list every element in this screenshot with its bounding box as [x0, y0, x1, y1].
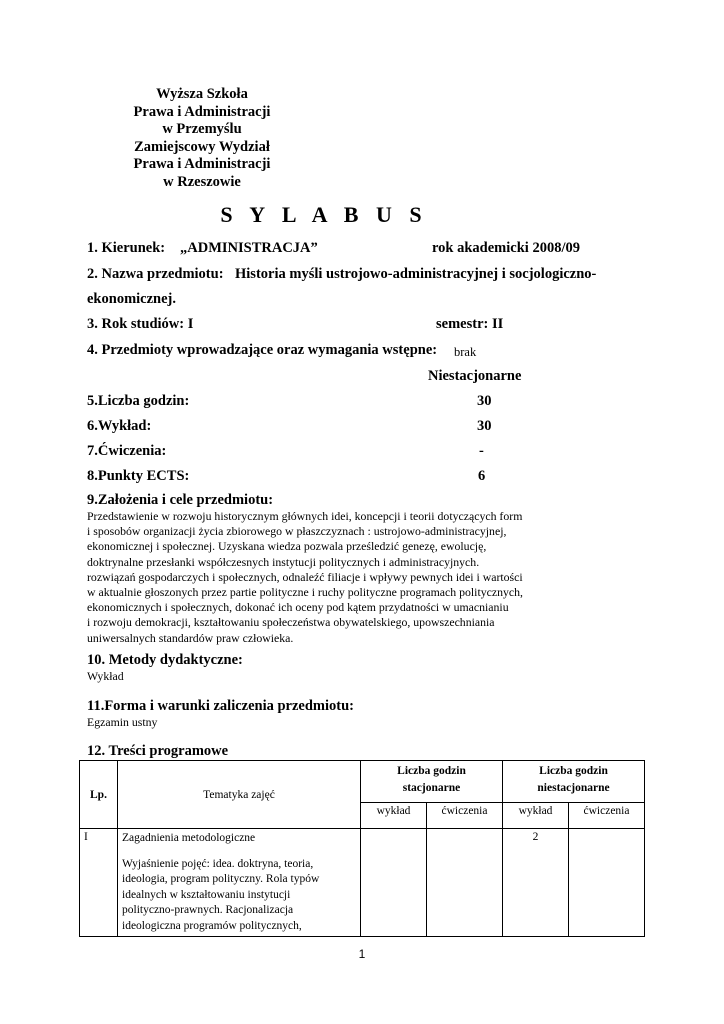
group-niestacjonarne-header [503, 761, 645, 803]
col-tematyka-header: Tematyka zajęć [118, 761, 361, 829]
zalozenia-line: rozwiązań gospodarczych i społecznych, odnaleźć filiacje i wpływy pewnych idei i wartości [87, 569, 523, 584]
niestac-wyklad-header: wykład [503, 803, 569, 829]
zalozenia-heading: 9.Założenia i cele przedmiotu: [87, 492, 274, 508]
tresci-heading: 12. Treści programowe [87, 743, 229, 759]
zalozenia-text [87, 509, 607, 646]
ects-label: 8.Punkty ECTS: [87, 468, 190, 484]
stac-cwiczenia-header: ćwiczenia [427, 803, 503, 829]
institution-line: Prawa i Administracji [133, 156, 271, 172]
table-header-row [80, 761, 645, 803]
institution-line: Prawa i Administracji [133, 103, 271, 120]
institution-line: w Rzeszowie [163, 173, 241, 190]
przedmioty-label: 4. Przedmioty wprowadzające oraz wymagania wstępne: [87, 342, 438, 358]
nazwa-label: 2. Nazwa przedmiotu: [87, 266, 224, 282]
zalozenia-line: doktrynalne przesłanki współczesnych instytucji politycznych i administracyjnych. [87, 554, 480, 569]
row-stac-cwiczenia [427, 829, 503, 937]
group-niestac-line2: niestacjonarne [537, 782, 610, 794]
row-niestac-cwiczenia [569, 829, 645, 937]
row-desc-line: polityczno-prawnych. Racjonalizacja [122, 904, 294, 916]
row-title: Zagadnienia metodologiczne [122, 832, 256, 844]
cwiczenia-label: 7.Ćwiczenia: [87, 443, 167, 459]
program-table [79, 760, 645, 937]
row-desc-line: Wyjaśnienie pojęć: idea. doktryna, teoria, [122, 857, 314, 870]
wyklad-value: 30 [477, 418, 492, 434]
institution-line: Wyższa Szkoła [156, 86, 248, 102]
liczba-godzin-value: 30 [477, 393, 492, 409]
row-niestac-wyklad: 2 [503, 829, 569, 937]
zalozenia-line: ekonomicznej i społecznej. Uzyskana wiedza pozwala prześledzić genezę, ewolucję, [87, 539, 487, 554]
kierunek-label: 1. Kierunek: [87, 240, 166, 256]
zalozenia-line: ekonomicznych i społecznych, dokonać ich oceny pod kątem przydatności w umacnianiu [87, 600, 509, 615]
zalozenia-line: i rozwoju demokracji, kształtowaniu społeczeństwa obywatelskiego, upowszechniania [87, 615, 495, 630]
col-lp-header: Lp. [80, 761, 118, 829]
cwiczenia-value: - [479, 443, 484, 459]
kierunek-value: „ADMINISTRACJA” [180, 240, 318, 256]
row-lp: I [80, 829, 118, 937]
row-desc-line: ideologia, program polityczny. Rola typów [122, 873, 320, 885]
row-desc-line: ideologiczna programów politycznych, [122, 919, 302, 932]
ects-value: 6 [478, 468, 486, 484]
semestr: semestr: II [436, 316, 504, 332]
metody-value: Wykład [87, 669, 124, 683]
institution-line: w Przemyślu [162, 121, 242, 137]
rok-studiow: 3. Rok studiów: I [87, 316, 194, 332]
zalozenia-line: Przedstawienie w rozwoju historycznym głównych idei, koncepcji i teorii dotyczących form [87, 509, 523, 523]
stac-wyklad-header: wykład [361, 803, 427, 829]
liczba-godzin-label: 5.Liczba godzin: [87, 393, 190, 409]
nazwa-value-line1: Historia myśli ustrojowo-administracyjnej i socjologiczno- [235, 266, 597, 282]
group-niestac-line1: Liczba godzin [539, 765, 608, 777]
niestacjonarne-header: Niestacjonarne [428, 368, 522, 384]
page-number: 1 [358, 947, 366, 961]
institution-line: Zamiejscowy Wydział [134, 138, 270, 155]
nazwa-value-line2: ekonomicznej. [87, 291, 176, 307]
metody-heading: 10. Metody dydaktyczne: [87, 652, 243, 668]
zalozenia-line: i sposobów organizacji życia zbiorowego w płaszczyznach : ustrojowo-administracyjnej, [87, 524, 507, 539]
academic-year: rok akademicki 2008/09 [432, 240, 580, 256]
wyklad-label: 6.Wykład: [87, 418, 152, 434]
forma-heading: 11.Forma i warunki zaliczenia przedmiotu: [87, 698, 355, 714]
row-stac-wyklad [361, 829, 427, 937]
niestac-cwiczenia-header: ćwiczenia [569, 803, 645, 829]
zalozenia-line: w aktualnie głoszonych przez partie polityczne i ruchy polityczne programach politycznych, [87, 585, 523, 600]
group-stac-line1: Liczba godzin [397, 765, 466, 777]
table-row [80, 829, 645, 937]
forma-value: Egzamin ustny [87, 715, 158, 729]
przedmioty-value: brak [454, 345, 477, 359]
zalozenia-line: uniwersalnych standardów praw człowieka. [87, 630, 294, 645]
row-desc-line: idealnych w kształtowaniu instytucji [122, 888, 291, 901]
group-stacjonarne-header [361, 761, 503, 803]
document-title: S Y L A B U S [220, 202, 428, 227]
group-stac-line2: stacjonarne [402, 782, 461, 794]
institution-header [110, 86, 294, 191]
row-tematyka [118, 829, 361, 937]
